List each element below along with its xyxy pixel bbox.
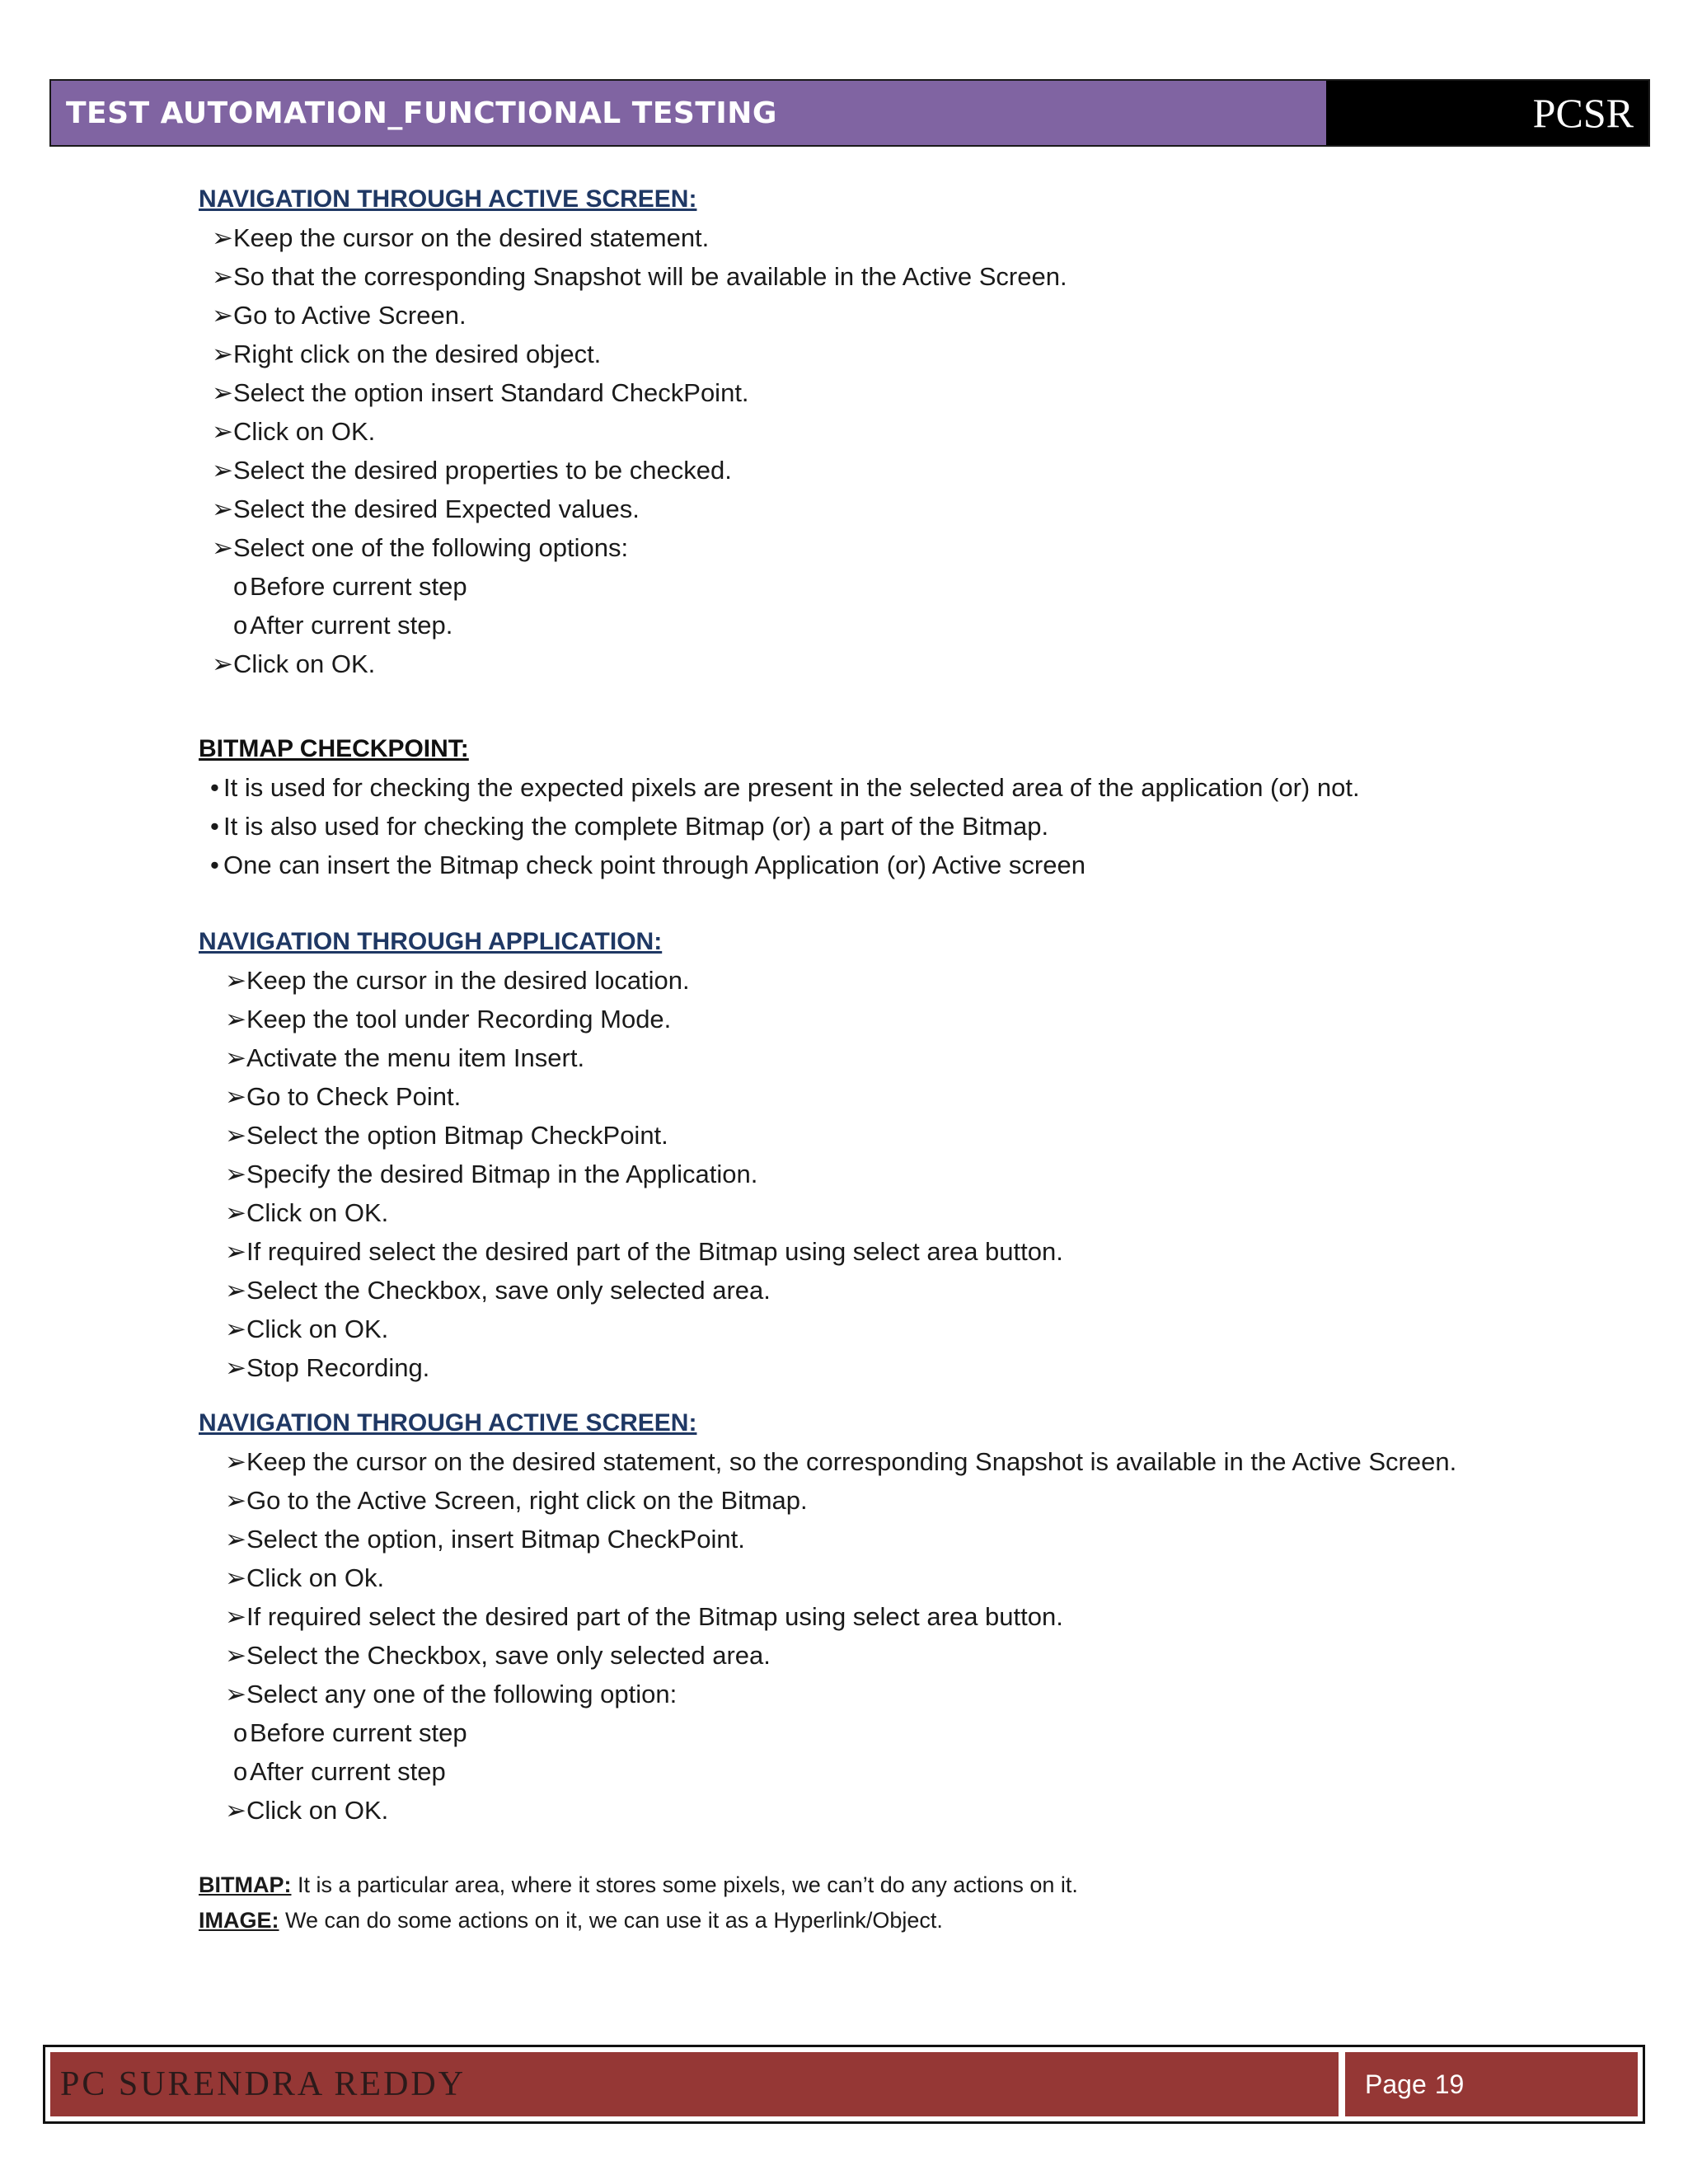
arrow-bullet-icon: ➢: [225, 1121, 246, 1150]
section-heading-application: NAVIGATION THROUGH APPLICATION:: [199, 928, 663, 955]
list-item: ➢ If required select the desired part of the Bitmap using select area button.: [199, 1232, 1600, 1271]
sub-list-item: o Before current step: [199, 567, 1600, 606]
arrow-bullet-icon: ➢: [212, 456, 233, 485]
list-item: ➢ Activate the menu item Insert.: [199, 1038, 1600, 1077]
image-note: [199, 1903, 1600, 1938]
page-number: 19: [1434, 2069, 1465, 2099]
arrow-bullet-icon: ➢: [225, 1486, 246, 1515]
list-item: • It is also used for checking the complete Bitmap (or) a part of the Bitmap.: [199, 807, 1600, 846]
arrow-bullet-icon: ➢: [225, 1198, 246, 1227]
circle-bullet-icon: o: [233, 572, 248, 601]
footer-page-number: [1345, 2052, 1638, 2116]
list-item: ➢ Select the option, insert Bitmap CheckPoint.: [199, 1520, 1600, 1558]
arrow-bullet-icon: ➢: [225, 1082, 246, 1111]
arrow-bullet-icon: ➢: [225, 1005, 246, 1033]
arrow-bullet-icon: ➢: [225, 966, 246, 995]
arrow-bullet-icon: ➢: [225, 1160, 246, 1188]
arrow-bullet-icon: ➢: [225, 1680, 246, 1708]
list-item: ➢ Keep the cursor on the desired statement.: [199, 218, 1600, 257]
list-item: ➢ Keep the cursor on the desired statement, so the corresponding Snapshot is available in the Active Screen.: [199, 1442, 1600, 1481]
arrow-bullet-icon: ➢: [225, 1796, 246, 1825]
list-item: • It is used for checking the expected pixels are present in the selected area of the application (or) not.: [199, 768, 1600, 807]
arrow-bullet-icon: ➢: [212, 494, 233, 523]
list-item: ➢ Go to the Active Screen, right click on the Bitmap.: [199, 1481, 1600, 1520]
bitmap-note-text: It is a particular area, where it stores some pixels, we can’t do any actions on it.: [298, 1872, 1078, 1897]
arrow-bullet-icon: ➢: [212, 378, 233, 407]
list-item: ➢ Click on OK.: [199, 412, 1600, 451]
section-heading-active-screen: NAVIGATION THROUGH ACTIVE SCREEN:: [199, 185, 697, 213]
circle-bullet-icon: o: [233, 1718, 248, 1747]
section-heading-active-screen-bitmap: NAVIGATION THROUGH ACTIVE SCREEN:: [199, 1409, 697, 1436]
list-item: ➢ Select the option Bitmap CheckPoint.: [199, 1116, 1600, 1155]
list-item: ➢ Click on OK.: [199, 1791, 1600, 1830]
list-item: ➢ Select the Checkbox, save only selected area.: [199, 1636, 1600, 1675]
list-item: ➢ Specify the desired Bitmap in the Application.: [199, 1155, 1600, 1193]
dot-bullet-icon: •: [210, 812, 219, 841]
arrow-bullet-icon: ➢: [225, 1641, 246, 1670]
list-item: ➢ So that the corresponding Snapshot will be available in the Active Screen.: [199, 257, 1600, 296]
section3-list: [199, 961, 1600, 1387]
sub-list-item: o After current step.: [199, 606, 1600, 644]
page-label: Page: [1365, 2069, 1427, 2099]
arrow-bullet-icon: ➢: [225, 1043, 246, 1072]
list-item: ➢ Select any one of the following option:: [199, 1675, 1600, 1713]
list-item: ➢ Select one of the following options:: [199, 528, 1600, 567]
list-item: ➢ Go to Check Point.: [199, 1077, 1600, 1116]
arrow-bullet-icon: ➢: [212, 649, 233, 678]
arrow-bullet-icon: ➢: [225, 1447, 246, 1476]
list-item: ➢ Click on Ok.: [199, 1558, 1600, 1597]
image-note-label: IMAGE:: [199, 1908, 279, 1933]
list-item: ➢ Click on OK.: [199, 1310, 1600, 1348]
sub-list-item: o After current step: [199, 1752, 1600, 1791]
list-item: ➢ Select the option insert Standard CheckPoint.: [199, 373, 1600, 412]
list-item: ➢ Keep the tool under Recording Mode.: [199, 1000, 1600, 1038]
page-content: [199, 180, 1600, 1938]
list-item: ➢ Stop Recording.: [199, 1348, 1600, 1387]
bitmap-note: [199, 1868, 1600, 1903]
list-item: ➢ Click on OK.: [199, 644, 1600, 683]
header-title: TEST AUTOMATION_FUNCTIONAL TESTING: [51, 81, 1326, 145]
arrow-bullet-icon: ➢: [212, 417, 233, 446]
list-item: ➢ Select the desired Expected values.: [199, 490, 1600, 528]
arrow-bullet-icon: ➢: [225, 1525, 246, 1554]
arrow-bullet-icon: ➢: [225, 1237, 246, 1266]
list-item: ➢ Keep the cursor in the desired location.: [199, 961, 1600, 1000]
list-item: ➢ Click on OK.: [199, 1193, 1600, 1232]
arrow-bullet-icon: ➢: [212, 533, 233, 562]
section2-list: [199, 768, 1600, 884]
dot-bullet-icon: •: [210, 773, 219, 802]
image-note-text: We can do some actions on it, we can use it as a Hyperlink/Object.: [285, 1908, 943, 1933]
arrow-bullet-icon: ➢: [212, 301, 233, 330]
dot-bullet-icon: •: [210, 851, 219, 879]
list-item: ➢ Select the Checkbox, save only selected area.: [199, 1271, 1600, 1310]
bitmap-note-label: BITMAP:: [199, 1872, 292, 1897]
footer-author: PC SURENDRA REDDY: [50, 2052, 1339, 2116]
arrow-bullet-icon: ➢: [212, 223, 233, 252]
list-item: ➢ If required select the desired part of the Bitmap using select area button.: [199, 1597, 1600, 1636]
list-item: ➢ Right click on the desired object.: [199, 335, 1600, 373]
list-item: ➢ Select the desired properties to be checked.: [199, 451, 1600, 490]
list-item: • One can insert the Bitmap check point through Application (or) Active screen: [199, 846, 1600, 884]
arrow-bullet-icon: ➢: [225, 1563, 246, 1592]
arrow-bullet-icon: ➢: [225, 1315, 246, 1343]
sub-list-item: o Before current step: [199, 1713, 1600, 1752]
section4-list: [199, 1442, 1600, 1830]
page-header: [49, 79, 1650, 147]
arrow-bullet-icon: ➢: [225, 1602, 246, 1631]
circle-bullet-icon: o: [233, 611, 248, 640]
arrow-bullet-icon: ➢: [212, 262, 233, 291]
arrow-bullet-icon: ➢: [212, 340, 233, 368]
section1-list: [199, 218, 1600, 683]
arrow-bullet-icon: ➢: [225, 1276, 246, 1305]
circle-bullet-icon: o: [233, 1757, 248, 1786]
page-footer: [43, 2045, 1645, 2124]
arrow-bullet-icon: ➢: [225, 1353, 246, 1382]
header-brand: PCSR: [1326, 81, 1648, 145]
section-heading-bitmap-checkpoint: BITMAP CHECKPOINT:: [199, 735, 469, 762]
list-item: ➢ Go to Active Screen.: [199, 296, 1600, 335]
